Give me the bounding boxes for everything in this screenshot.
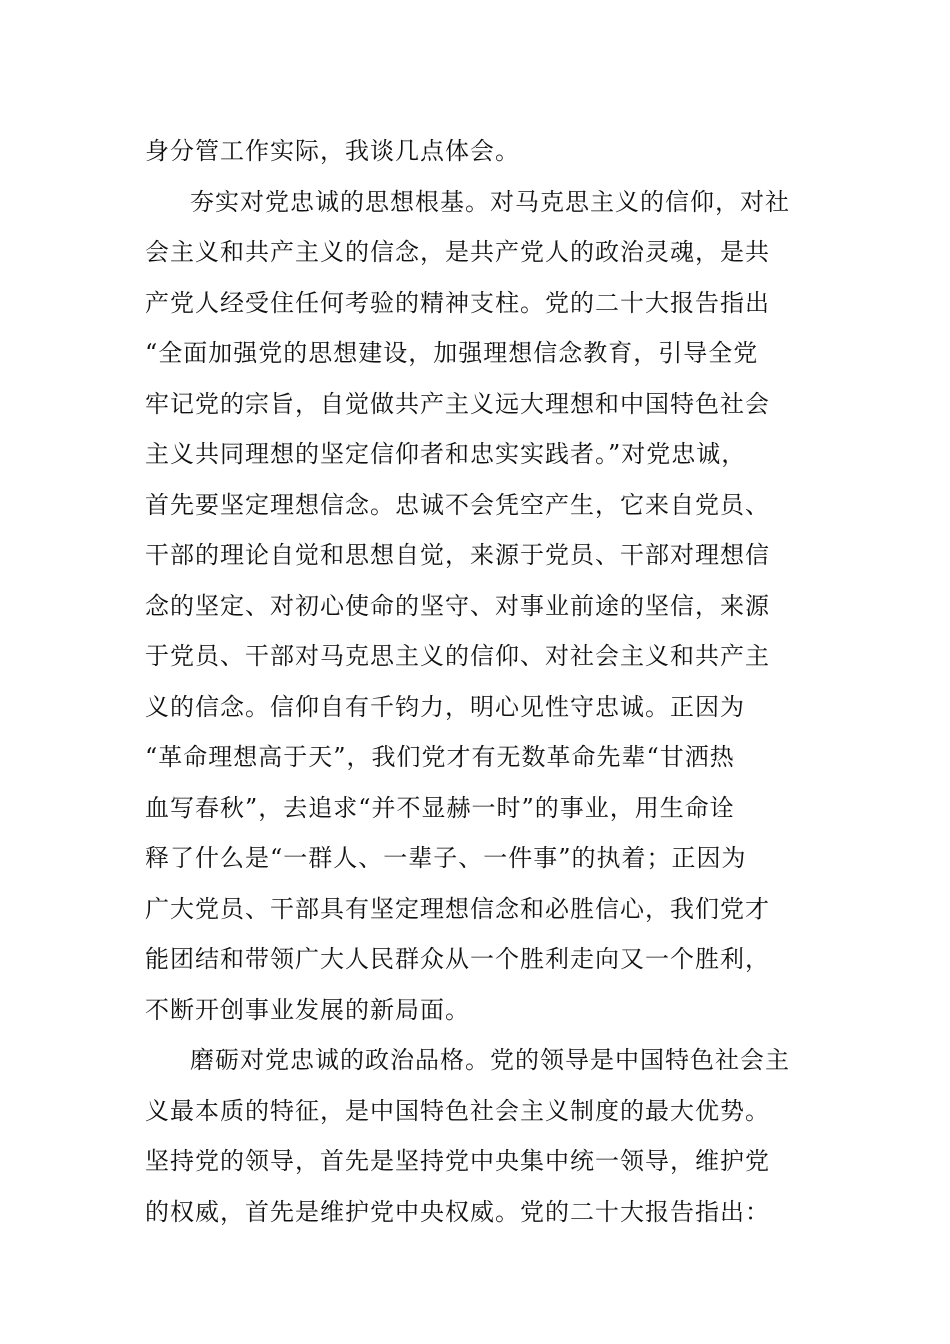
text-line: 坚持党的领导，首先是坚持党中央集中统一领导，维护党 — [145, 1147, 770, 1175]
text-line: 念的坚定、对初心使命的坚守、对事业前途的坚信，来源 — [145, 591, 770, 620]
text-line: 产党人经受住任何考验的精神支柱。党的二十大报告指出 — [145, 288, 770, 317]
text-line: 不断开创事业发展的新局面。 — [145, 995, 470, 1024]
text-line: 身分管工作实际，我谈几点体会。 — [145, 137, 520, 165]
text-line: 首先要坚定理想信念。忠诚不会凭空产生，它来自党员、 — [145, 490, 770, 519]
text-line: “革命理想高于天”，我们党才有无数革命先辈“甘洒热 — [145, 743, 735, 771]
text-line: 血写春秋”，去追求“并不显赫一时”的事业，用生命诠 — [145, 793, 735, 822]
text-line: 广大党员、干部具有坚定理想信念和必胜信心，我们党才 — [145, 894, 770, 923]
text-line: “全面加强党的思想建设，加强理想信念教育，引导全党 — [145, 339, 759, 367]
text-line: 义最本质的特征，是中国特色社会主义制度的最大优势。 — [145, 1096, 770, 1125]
text-line: 会主义和共产主义的信念，是共产党人的政治灵魂，是共 — [145, 238, 770, 266]
paragraph-start-line: 夯实对党忠诚的思想根基。对马克思主义的信仰，对社 — [190, 187, 790, 216]
body-text — [145, 126, 825, 1237]
text-line: 牢记党的宗旨，自觉做共产主义远大理想和中国特色社会 — [145, 389, 770, 418]
text-line: 义的信念。信仰自有千钧力，明心见性守忠诚。正因为 — [145, 692, 745, 721]
text-line: 能团结和带领广大人民群众从一个胜利走向又一个胜利， — [145, 945, 770, 973]
text-line: 主义共同理想的坚定信仰者和忠实实践者。”对党忠诚， — [145, 440, 747, 468]
paragraph-start-line: 磨砺对党忠诚的政治品格。党的领导是中国特色社会主 — [190, 1046, 790, 1074]
text-line: 释了什么是“一群人、一辈子、一件事”的执着；正因为 — [145, 844, 747, 872]
text-line: 的权威，首先是维护党中央权威。党的二十大报告指出： — [145, 1197, 770, 1226]
text-line: 干部的理论自觉和思想自觉，来源于党员、干部对理想信 — [145, 541, 770, 569]
text-line: 于党员、干部对马克思主义的信仰、对社会主义和共产主 — [145, 642, 770, 670]
